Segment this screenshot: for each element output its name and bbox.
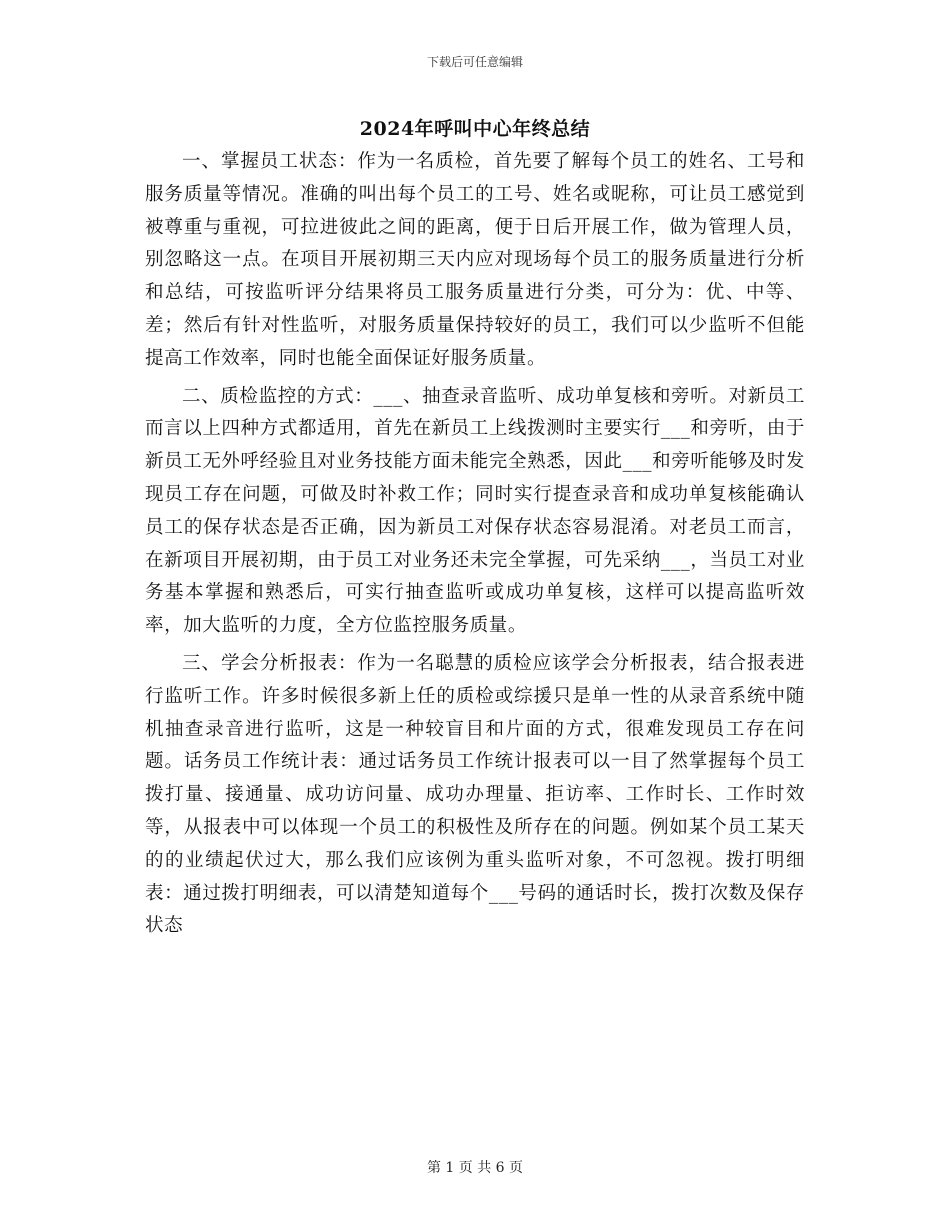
page-header-note: 下载后可任意编辑 xyxy=(426,55,523,69)
paragraph-monitoring-methods: 二、质检监控的方式：___、抽查录音监听、成功单复核和旁听。对新员工而言以上四种方式都适用，首先在新员工上线拨测时主要实行___和旁听，由于新员工无外呼经验且对业务技能方面未能完全熟悉，因此___和旁听能够及时发现员工存在问题，可做及时补救工作；同时实行提查录音和成功单复核能确认员工的保存状态是否正确，因为新员工对保存状态容易混淆。对老员工而言，在新项目开展初期，由于员工对业务还未完全掌握，可先采纳___，当员工对业务基本掌握和熟悉后，可实行抽查监听或成功单复核，这样可以提高监听效率，加大监听的力度，全方位监控服务质量。 xyxy=(145,385,805,637)
page-number: 第 1 页 共 6 页 xyxy=(426,1160,524,1176)
document-body xyxy=(145,146,805,948)
paragraph-report-analysis: 三、学会分析报表：作为一名聪慧的质检应该学会分析报表，结合报表进行监听工作。许多时候很多新上任的质检或综援只是单一性的从录音系统中随机抽查录音进行监听，这是一种较盲目和片面的方式，很难发现员工存在问题。话务员工作统计表：通过话务员工作统计报表可以一目了然掌握每个员工拨打量、接通量、成功访问量、成功办理量、拒访率、工作时长、工作时效等，从报表中可以体现一个员工的积极性及所存在的问题。例如某个员工某天的的业绩起伏过大，那么我们应该例为重头监听对象，不可忽视。拨打明细表：通过拨打明细表，可以清楚知道每个___号码的通话时长，拨打次数及保存状态 xyxy=(145,652,805,937)
paragraph-staff-status: 一、掌握员工状态：作为一名质检，首先要了解每个员工的姓名、工号和服务质量等情况。准确的叫出每个员工的工号、姓名或昵称，可让员工感觉到被尊重与重视，可拉进彼此之间的距离，便于日后开展工作，做为管理人员，别忽略这一点。在项目开展初期三天内应对现场每个员工的服务质量进行分析和总结，可按监听评分结果将员工服务质量进行分类，可分为：优、中等、差；然后有针对性监听，对服务质量保持较好的员工，我们可以少监听不但能提高工作效率，同时也能全面保证好服务质量。 xyxy=(145,151,805,369)
document-title: 2024年呼叫中心年终总结 xyxy=(359,118,591,140)
